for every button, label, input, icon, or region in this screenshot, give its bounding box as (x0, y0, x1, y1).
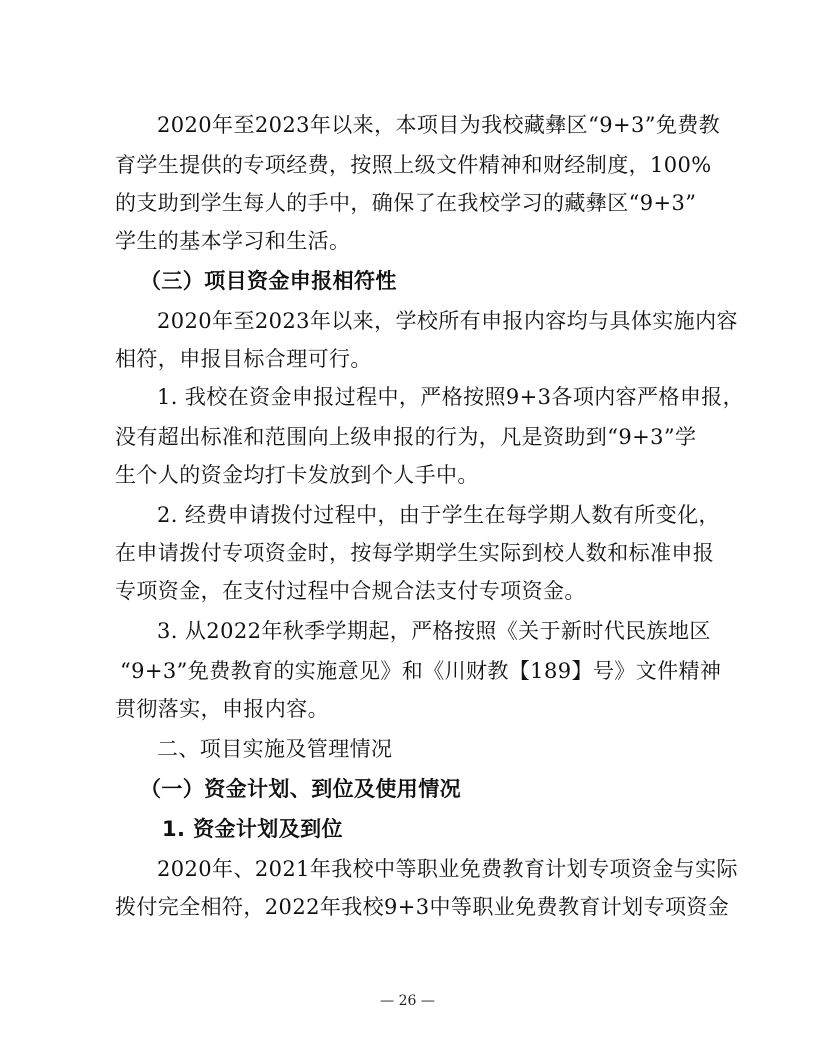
paragraph-line: 在申请拨付专项资金时，按每学期学生实际到校人数和标准申报 (115, 541, 715, 565)
paragraph-line: 育学生提供的专项经费，按照上级文件精神和财经制度，100% (115, 153, 712, 177)
paragraph-line: 2. 经费申请拨付过程中，由于学生在每学期人数有所变化， (157, 503, 720, 527)
paragraph-line: 贯彻落实，申报内容。 (115, 697, 329, 721)
paragraph-line: 的支助到学生每人的手中，确保了在我校学习的藏彝区“9+3” (115, 191, 697, 215)
paragraph-line: “9+3”免费教育的实施意见》和《川财教【189】号》文件精神 (120, 659, 722, 683)
subsection-heading: 1. 资金计划及到位 (162, 817, 343, 841)
section-heading: （一）资金计划、到位及使用情况 (140, 777, 461, 801)
paragraph-line: 没有超出标准和范围向上级申报的行为，凡是资助到“9+3”学 (115, 425, 697, 449)
chapter-heading: 二、项目实施及管理情况 (157, 737, 393, 761)
paragraph-line: 2020年至2023年以来，学校所有申报内容均与具体实施内容 (157, 309, 738, 333)
paragraph-line: 1. 我校在资金申报过程中，严格按照9+3各项内容严格申报， (157, 385, 745, 409)
paragraph-line: 相符，申报目标合理可行。 (115, 347, 372, 371)
paragraph-line: 2020年至2023年以来，本项目为我校藏彝区“9+3”免费教 (157, 113, 721, 137)
paragraph-line: 拨付完全相符，2022年我校9+3中等职业免费教育计划专项资金 (115, 895, 730, 919)
paragraph-line: 学生的基本学习和生活。 (115, 229, 351, 253)
paragraph-line: 生个人的资金均打卡发放到个人手中。 (115, 463, 479, 487)
section-heading: （三）项目资金申报相符性 (140, 269, 397, 293)
paragraph-line: 3. 从2022年秋季学期起，严格按照《关于新时代民族地区 (157, 619, 711, 643)
page-number: — 26 — (380, 993, 435, 1009)
paragraph-line: 专项资金，在支付过程中合规合法支付专项资金。 (115, 579, 586, 603)
paragraph-line: 2020年、2021年我校中等职业免费教育计划专项资金与实际 (157, 857, 738, 881)
